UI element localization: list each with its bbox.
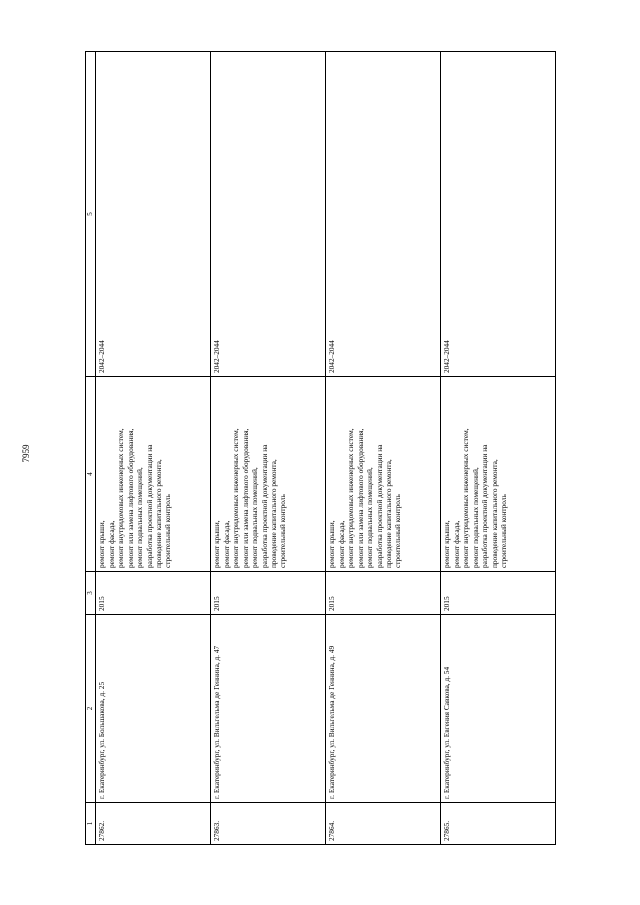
header-col-3: 3 — [86, 572, 96, 615]
year-cell: 2015 — [326, 572, 441, 615]
address-cell: г. Екатеринбург, ул. Евгения Савкова, д. 54 — [441, 615, 556, 803]
work-item: ремонт фасада, — [336, 520, 346, 568]
row-number: 27864. — [326, 803, 441, 845]
work-item: разработка проектной документации на — [480, 444, 490, 568]
table-row — [96, 52, 211, 845]
work-item: ремонт внутридомовых инженерных систем, — [461, 428, 471, 568]
period-text: 2042–2044 — [97, 340, 107, 373]
period-text: 2042–2044 — [212, 340, 222, 373]
rotated-table-wrapper — [85, 77, 532, 845]
work-item: ремонт внутридомовых инженерных систем, — [346, 428, 356, 568]
row-number: 27862. — [96, 803, 211, 845]
year-cell: 2015 — [211, 572, 326, 615]
work-item: разработка проектной документации на — [374, 444, 384, 568]
work-item: ремонт крыши, — [327, 520, 337, 568]
work-item: ремонт внутридомовых инженерных систем, — [231, 428, 241, 568]
work-item: ремонт или замена лифтового оборудования, — [355, 428, 365, 568]
works-cell — [96, 377, 211, 572]
address-cell: г. Екатеринбург, ул. Большакова, д. 25 — [96, 615, 211, 803]
work-item: ремонт фасада, — [221, 520, 231, 568]
table-row — [326, 52, 441, 845]
work-item: ремонт фасада, — [451, 520, 461, 568]
address-cell: г. Екатеринбург, ул. Вильгельма де Геннина, д. 49 — [326, 615, 441, 803]
year-cell: 2015 — [441, 572, 556, 615]
page-number: 7959 — [21, 444, 31, 463]
row-number: 27865. — [441, 803, 556, 845]
table-row — [211, 52, 326, 845]
period-cell — [326, 52, 441, 377]
work-item: ремонт подвальных помещений, — [365, 467, 375, 568]
work-item: ремонт подвальных помещений, — [250, 467, 260, 568]
work-item: разработка проектной документации на — [144, 444, 154, 568]
address-cell: г. Екатеринбург, ул. Вильгельма де Геннина, д. 47 — [211, 615, 326, 803]
table-row — [441, 52, 556, 845]
year-cell: 2015 — [96, 572, 211, 615]
work-item: ремонт внутридомовых инженерных систем, — [116, 428, 126, 568]
works-cell — [211, 377, 326, 572]
header-col-1: 1 — [86, 803, 96, 845]
work-item: ремонт или замена лифтового оборудования, — [240, 428, 250, 568]
work-item: проведение капитального ремонта, — [384, 459, 393, 568]
work-item: строительный контроль — [163, 494, 173, 568]
work-item: ремонт фасада, — [106, 520, 116, 568]
work-item: разработка проектной документации на — [259, 444, 269, 568]
work-item: ремонт подвальных помещений, — [470, 467, 480, 568]
header-col-4: 4 — [86, 377, 96, 572]
work-item: ремонт крыши, — [442, 520, 452, 568]
work-item: ремонт подвальных помещений, — [135, 467, 145, 568]
repair-schedule-table — [85, 51, 556, 845]
works-cell — [441, 377, 556, 572]
period-cell — [441, 52, 556, 377]
period-cell — [211, 52, 326, 377]
header-col-2: 2 — [86, 615, 96, 803]
period-text: 2042–2044 — [327, 340, 337, 373]
work-item: ремонт крыши, — [212, 520, 222, 568]
work-item: ремонт или замена лифтового оборудования, — [125, 428, 135, 568]
work-item: ремонт крыши, — [97, 520, 107, 568]
period-cell — [96, 52, 211, 377]
work-item: проведение капитального ремонта, — [489, 459, 499, 568]
row-number: 27863. — [211, 803, 326, 845]
work-item: строительный контроль — [278, 494, 288, 568]
header-col-5: 5 — [86, 52, 96, 377]
period-text: 2042–2044 — [442, 340, 452, 373]
header-row — [86, 52, 96, 845]
work-item: проведение капитального ремонта, — [154, 459, 163, 568]
work-item: строительный контроль — [499, 494, 508, 568]
work-item: строительный контроль — [393, 494, 403, 568]
works-cell — [326, 377, 441, 572]
work-item: проведение капитального ремонта, — [269, 459, 278, 568]
